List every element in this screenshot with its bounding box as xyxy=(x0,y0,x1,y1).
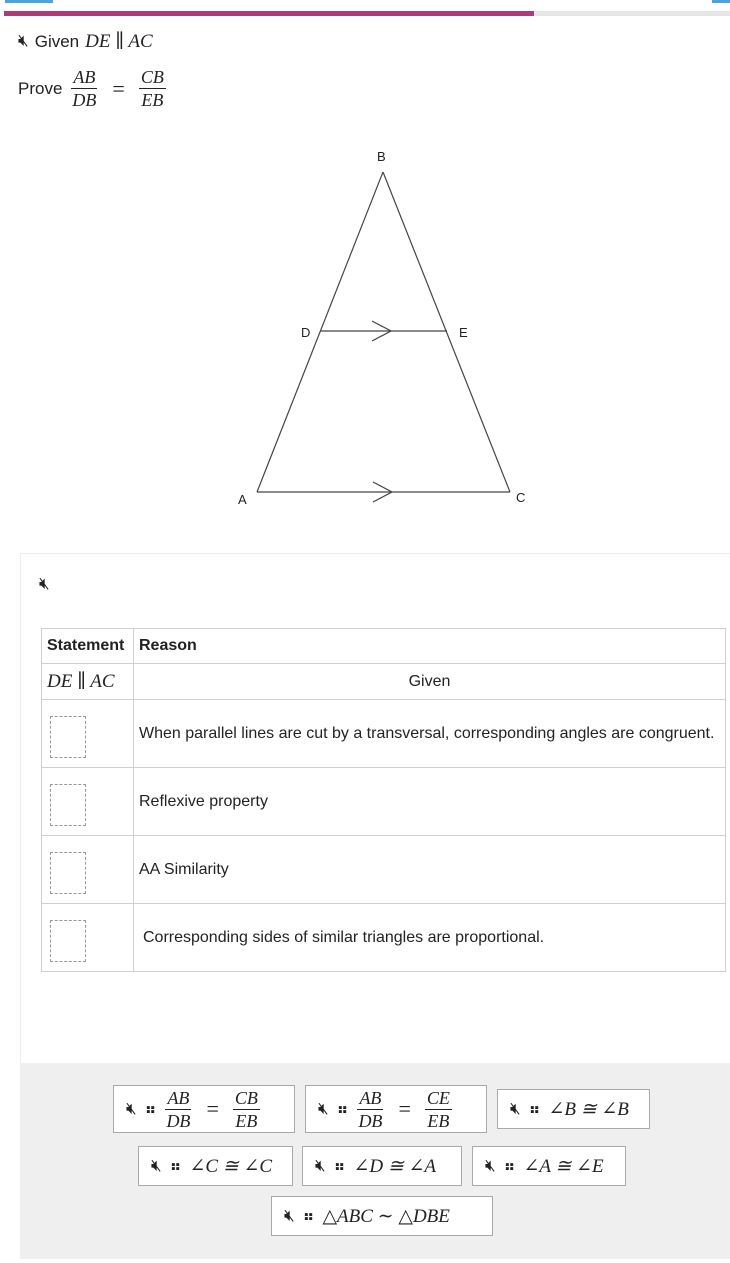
drop-slot[interactable] xyxy=(47,708,83,760)
fraction-numerator: AB xyxy=(167,1087,190,1108)
speaker-muted-icon[interactable]: 🔇︎ xyxy=(39,574,50,594)
fraction-left xyxy=(356,1089,384,1130)
fraction-denominator: DB xyxy=(358,1110,383,1131)
table-header-row xyxy=(42,629,726,664)
drag-handle-icon[interactable]: ⠶ xyxy=(169,1157,182,1175)
answer-tile-ab-db-cb-eb[interactable] xyxy=(113,1085,295,1133)
table-row xyxy=(42,836,726,904)
reason-header: Reason xyxy=(134,629,726,664)
given-expression: DE ∥ AC xyxy=(85,31,153,52)
reason-cell: AA Similarity xyxy=(134,836,726,904)
side-bc xyxy=(383,172,510,492)
fraction-denominator: EB xyxy=(141,90,164,110)
drop-slot[interactable] xyxy=(47,776,83,828)
reason-cell: Reflexive property xyxy=(134,768,726,836)
fraction-numerator: AB xyxy=(73,67,96,87)
answer-tile-angle-a-e[interactable] xyxy=(472,1146,626,1186)
prove-statement xyxy=(18,68,166,109)
fraction-numerator: CB xyxy=(234,1087,258,1108)
vertex-label-a: A xyxy=(238,492,247,507)
answer-tile-angle-b[interactable] xyxy=(497,1089,650,1129)
answer-tile-ab-db-ce-eb[interactable] xyxy=(305,1085,487,1133)
top-tab-left[interactable] xyxy=(5,0,53,3)
speaker-muted-icon[interactable]: 🔇︎ xyxy=(126,1098,137,1119)
statement-header: Statement xyxy=(42,629,134,664)
given-label: Given xyxy=(34,31,80,51)
fraction-denominator: EB xyxy=(427,1110,450,1131)
triangle-diagram xyxy=(0,130,730,520)
vertex-label-d: D xyxy=(301,325,311,340)
prove-fraction-left xyxy=(70,68,98,109)
table-row xyxy=(42,904,726,972)
progress-bar xyxy=(4,11,730,16)
drag-handle-icon[interactable]: ⠶ xyxy=(528,1100,541,1118)
reason-cell: When parallel lines are cut by a transversal, corresponding angles are congruent. xyxy=(134,700,726,768)
statement-cell xyxy=(42,836,134,904)
table-row xyxy=(42,664,726,700)
side-ab xyxy=(257,172,383,492)
equals-sign: = xyxy=(112,75,125,101)
vertex-label-e: E xyxy=(459,325,468,340)
drag-handle-icon[interactable]: ⠶ xyxy=(336,1100,349,1118)
speaker-muted-icon[interactable]: 🔇︎ xyxy=(315,1155,326,1176)
reason-cell: Given xyxy=(134,664,726,700)
drag-handle-icon[interactable]: ⠶ xyxy=(144,1100,157,1118)
statement-cell xyxy=(42,700,134,768)
top-tab-right[interactable] xyxy=(712,0,730,3)
answer-tile-angle-c[interactable] xyxy=(138,1146,293,1186)
table-row xyxy=(42,768,726,836)
tile-expression: △ABC ∼ △DBE xyxy=(322,1205,450,1227)
tile-expression: ∠D ≅ ∠A xyxy=(353,1155,437,1177)
speaker-muted-icon[interactable]: 🔇︎ xyxy=(18,31,29,51)
answer-tile-similar-triangles[interactable] xyxy=(271,1196,493,1236)
prove-fraction-right xyxy=(139,68,166,109)
reason-cell: Corresponding sides of similar triangles are proportional. xyxy=(134,904,726,972)
fraction-numerator: AB xyxy=(359,1087,382,1108)
statement-cell xyxy=(42,768,134,836)
given-statement-cell: DE ∥ AC xyxy=(42,664,134,700)
drop-slot[interactable] xyxy=(47,912,83,964)
fraction-denominator: DB xyxy=(166,1110,191,1131)
fraction-right xyxy=(425,1089,452,1130)
answer-tile-angle-d-a[interactable] xyxy=(302,1146,462,1186)
given-statement xyxy=(18,30,153,53)
fraction-numerator: CB xyxy=(140,67,164,87)
speaker-muted-icon[interactable]: 🔇︎ xyxy=(318,1098,329,1119)
progress-bar-fill xyxy=(4,11,534,16)
fraction-right xyxy=(233,1089,260,1130)
proof-panel xyxy=(20,553,730,1064)
fraction-denominator: DB xyxy=(72,90,97,110)
speaker-muted-icon[interactable]: 🔇︎ xyxy=(151,1155,162,1176)
vertex-label-c: C xyxy=(516,490,526,505)
drag-handle-icon[interactable]: ⠶ xyxy=(503,1157,516,1175)
tile-expression: ∠A ≅ ∠E xyxy=(523,1155,604,1177)
drag-handle-icon[interactable]: ⠶ xyxy=(333,1157,346,1175)
fraction-left xyxy=(164,1089,192,1130)
equals-sign: = xyxy=(206,1096,219,1121)
fraction-denominator: EB xyxy=(235,1110,258,1131)
table-row xyxy=(42,700,726,768)
tile-expression: ∠B ≅ ∠B xyxy=(548,1098,629,1120)
proof-table xyxy=(41,628,726,972)
drop-slot[interactable] xyxy=(47,844,83,896)
speaker-muted-icon[interactable]: 🔇︎ xyxy=(284,1205,295,1226)
speaker-muted-icon[interactable]: 🔇︎ xyxy=(510,1098,521,1119)
tile-expression: ∠C ≅ ∠C xyxy=(189,1155,273,1177)
fraction-numerator: CE xyxy=(426,1087,450,1108)
statement-cell xyxy=(42,904,134,972)
drag-handle-icon[interactable]: ⠶ xyxy=(302,1207,315,1225)
speaker-muted-icon[interactable]: 🔇︎ xyxy=(485,1155,496,1176)
prove-label: Prove xyxy=(18,78,63,98)
vertex-label-b: B xyxy=(377,149,386,164)
equals-sign: = xyxy=(398,1096,411,1121)
